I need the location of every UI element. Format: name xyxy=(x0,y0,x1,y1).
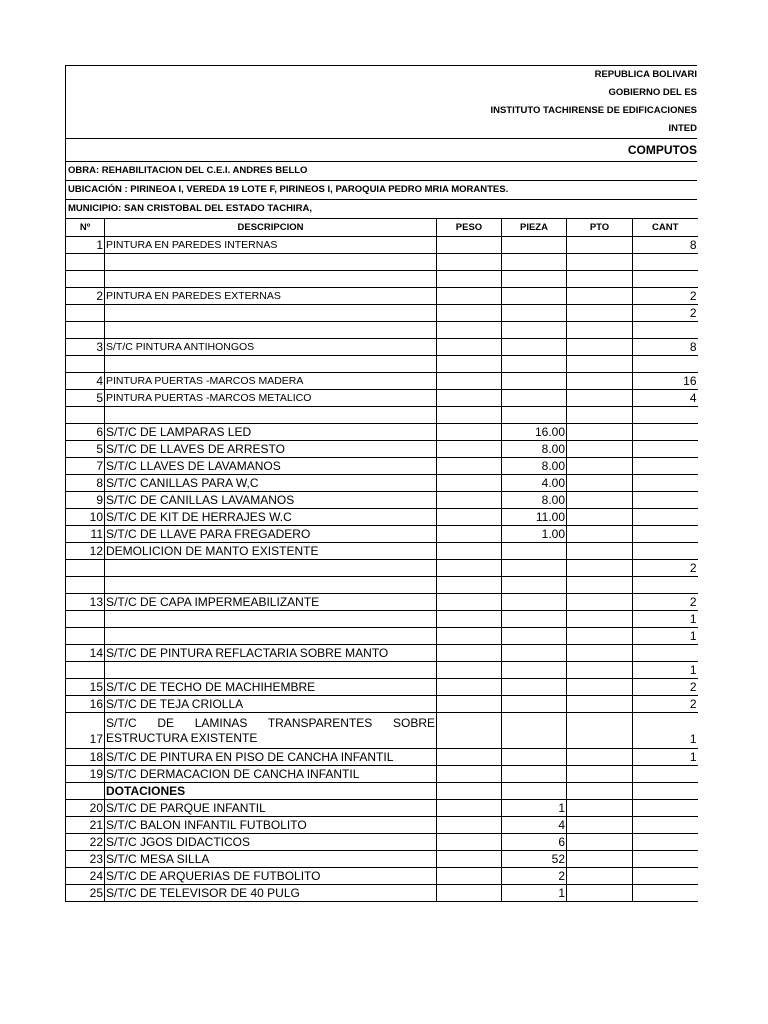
cell-pto[interactable] xyxy=(567,441,633,458)
cell-pieza[interactable] xyxy=(502,594,567,611)
cell-peso[interactable] xyxy=(437,679,502,696)
cell-descripcion[interactable] xyxy=(105,611,437,628)
cell-descripcion[interactable]: S/T/C DE KIT DE HERRAJES W.C xyxy=(105,509,437,526)
cell-peso[interactable] xyxy=(437,458,502,475)
cell-cant[interactable]: 16 xyxy=(633,373,698,390)
table-row xyxy=(66,492,698,509)
cell-peso[interactable] xyxy=(437,611,502,628)
cell-peso[interactable] xyxy=(437,288,502,305)
table-row xyxy=(66,237,698,254)
cell-pieza[interactable] xyxy=(502,628,567,645)
cell-peso[interactable] xyxy=(437,237,502,254)
cell-peso[interactable] xyxy=(437,766,502,783)
table-row xyxy=(66,475,698,492)
cell-pto[interactable] xyxy=(567,868,633,885)
cell-pieza[interactable] xyxy=(502,560,567,577)
cell-cant[interactable]: 2 xyxy=(633,594,698,611)
column-header-pto[interactable]: PTO xyxy=(567,219,633,237)
cell-descripcion[interactable] xyxy=(105,271,437,288)
cell-pto[interactable] xyxy=(567,390,633,407)
cell-pto[interactable] xyxy=(567,611,633,628)
cell-pieza[interactable]: 16.00 xyxy=(502,424,567,441)
cell-cant[interactable] xyxy=(633,356,698,373)
cell-descripcion[interactable] xyxy=(105,254,437,271)
cell-cant[interactable]: 8 xyxy=(633,339,698,356)
cell-pto[interactable] xyxy=(567,834,633,851)
cell-peso[interactable] xyxy=(437,339,502,356)
cell-pto[interactable] xyxy=(567,628,633,645)
cell-pieza[interactable]: 1 xyxy=(502,800,567,817)
table-row xyxy=(66,885,698,902)
cell-pto[interactable] xyxy=(567,339,633,356)
cell-cant[interactable]: 1 xyxy=(633,713,698,749)
cell-pto[interactable] xyxy=(567,679,633,696)
cell-peso[interactable] xyxy=(437,594,502,611)
cell-pieza[interactable]: 52 xyxy=(502,851,567,868)
cell-pto[interactable] xyxy=(567,645,633,662)
spreadsheet-sheet xyxy=(65,65,697,902)
cell-peso[interactable] xyxy=(437,441,502,458)
cell-pieza[interactable] xyxy=(502,577,567,594)
cell-descripcion[interactable]: S/T/C DERMACACION DE CANCHA INFANTIL xyxy=(105,766,437,783)
cell-cant[interactable] xyxy=(633,817,698,834)
cell-descripcion[interactable]: PINTURA EN PAREDES INTERNAS xyxy=(105,237,437,254)
cell-descripcion[interactable]: S/T/C BALON INFANTIL FUTBOLITO xyxy=(105,817,437,834)
cell-pieza[interactable]: 8.00 xyxy=(502,458,567,475)
table-row xyxy=(66,458,698,475)
cell-peso[interactable] xyxy=(437,509,502,526)
cell-pieza[interactable] xyxy=(502,288,567,305)
cell-descripcion[interactable] xyxy=(105,356,437,373)
cell-descripcion[interactable]: S/T/C MESA SILLA xyxy=(105,851,437,868)
table-row xyxy=(66,526,698,543)
cell-number[interactable]: 3 xyxy=(66,339,105,356)
cell-number[interactable] xyxy=(66,577,105,594)
cell-pieza[interactable] xyxy=(502,611,567,628)
cell-pto[interactable] xyxy=(567,543,633,560)
column-header-pieza[interactable]: PIEZA xyxy=(502,219,567,237)
cell-pto[interactable] xyxy=(567,271,633,288)
cell-number[interactable]: 18 xyxy=(66,749,105,766)
cell-descripcion[interactable]: PINTURA PUERTAS -MARCOS MADERA xyxy=(105,373,437,390)
cell-pto[interactable] xyxy=(567,696,633,713)
cell-pieza[interactable] xyxy=(502,783,567,800)
cell-peso[interactable] xyxy=(437,475,502,492)
cell-descripcion[interactable]: S/T/C DE TELEVISOR DE 40 PULG xyxy=(105,885,437,902)
cell-pieza[interactable] xyxy=(502,322,567,339)
cell-pieza[interactable]: 1.00 xyxy=(502,526,567,543)
cell-number[interactable]: 14 xyxy=(66,645,105,662)
cell-peso[interactable] xyxy=(437,271,502,288)
cell-peso[interactable] xyxy=(437,696,502,713)
cell-descripcion[interactable] xyxy=(105,560,437,577)
cell-pto[interactable] xyxy=(567,305,633,322)
cell-cant[interactable] xyxy=(633,322,698,339)
cell-peso[interactable] xyxy=(437,390,502,407)
header-line-inted: INTED xyxy=(668,123,697,134)
cell-descripcion[interactable]: S/T/C LLAVES DE LAVAMANOS xyxy=(105,458,437,475)
cell-number[interactable]: 5 xyxy=(66,441,105,458)
cell-number[interactable]: 1 xyxy=(66,237,105,254)
header-line-instituto: INSTITUTO TACHIRENSE DE EDIFICACIONES xyxy=(490,105,697,116)
cell-descripcion[interactable]: S/T/C DE CAPA IMPERMEABILIZANTE xyxy=(105,594,437,611)
cell-number[interactable]: 17 xyxy=(66,713,105,749)
table-row xyxy=(66,577,698,594)
cell-peso[interactable] xyxy=(437,868,502,885)
table-row xyxy=(66,800,698,817)
cell-pto[interactable] xyxy=(567,254,633,271)
cell-descripcion[interactable] xyxy=(105,407,437,424)
cell-pieza[interactable] xyxy=(502,407,567,424)
table-row xyxy=(66,509,698,526)
cell-descripcion[interactable]: S/T/C DE PARQUE INFANTIL xyxy=(105,800,437,817)
cell-number[interactable] xyxy=(66,271,105,288)
cell-pto[interactable] xyxy=(567,407,633,424)
table-row xyxy=(66,339,698,356)
table-row xyxy=(66,305,698,322)
cell-pieza[interactable] xyxy=(502,373,567,390)
cell-number[interactable] xyxy=(66,662,105,679)
cell-descripcion[interactable]: S/T/C DE CANILLAS LAVAMANOS xyxy=(105,492,437,509)
cell-peso[interactable] xyxy=(437,817,502,834)
cell-pto[interactable] xyxy=(567,783,633,800)
cell-peso[interactable] xyxy=(437,424,502,441)
table-row xyxy=(66,783,698,800)
table-row xyxy=(66,356,698,373)
info-municipio: MUNICIPIO: SAN CRISTOBAL DEL ESTADO TACHIRA, xyxy=(66,199,697,218)
cell-number[interactable] xyxy=(66,322,105,339)
cell-number[interactable] xyxy=(66,611,105,628)
table-row xyxy=(66,696,698,713)
cell-descripcion[interactable]: S/T/C DE TECHO DE MACHIHEMBRE xyxy=(105,679,437,696)
cell-pto[interactable] xyxy=(567,322,633,339)
cell-descripcion[interactable] xyxy=(105,628,437,645)
cell-number[interactable] xyxy=(66,560,105,577)
cell-pto[interactable] xyxy=(567,373,633,390)
cell-peso[interactable] xyxy=(437,356,502,373)
cell-cant[interactable] xyxy=(633,868,698,885)
cell-pieza[interactable]: 8.00 xyxy=(502,492,567,509)
cell-peso[interactable] xyxy=(437,713,502,749)
cell-cant[interactable]: 2 xyxy=(633,288,698,305)
cell-peso[interactable] xyxy=(437,305,502,322)
cell-number[interactable]: 25 xyxy=(66,885,105,902)
cell-cant[interactable]: 2 xyxy=(633,679,698,696)
cell-pto[interactable] xyxy=(567,851,633,868)
cell-descripcion[interactable]: S/T/C DE LLAVE PARA FREGADERO xyxy=(105,526,437,543)
cell-descripcion[interactable]: S/T/C DE ARQUERIAS DE FUTBOLITO xyxy=(105,868,437,885)
cell-descripcion[interactable] xyxy=(105,577,437,594)
table-body xyxy=(66,237,698,902)
cell-number[interactable]: 15 xyxy=(66,679,105,696)
cell-pieza[interactable] xyxy=(502,749,567,766)
cell-cant[interactable]: 2 xyxy=(633,696,698,713)
cell-pto[interactable] xyxy=(567,492,633,509)
cell-cant[interactable] xyxy=(633,271,698,288)
table-row xyxy=(66,373,698,390)
cell-cant[interactable] xyxy=(633,526,698,543)
cell-number[interactable]: 24 xyxy=(66,868,105,885)
cell-pieza[interactable] xyxy=(502,339,567,356)
cell-pto[interactable] xyxy=(567,817,633,834)
cell-descripcion[interactable]: S/T/C CANILLAS PARA W,C xyxy=(105,475,437,492)
column-header-n[interactable]: Nº xyxy=(66,219,105,237)
cell-descripcion[interactable]: S/T/C DE LAMPARAS LED xyxy=(105,424,437,441)
table-row xyxy=(66,868,698,885)
cell-descripcion[interactable] xyxy=(105,662,437,679)
cell-number[interactable]: 2 xyxy=(66,288,105,305)
header-line-republica: REPUBLICA BOLIVARI xyxy=(594,69,697,80)
cell-pto[interactable] xyxy=(567,288,633,305)
table-row xyxy=(66,407,698,424)
cell-pto[interactable] xyxy=(567,766,633,783)
column-header-cant[interactable]: CANT xyxy=(633,219,698,237)
cell-descripcion[interactable] xyxy=(105,305,437,322)
cell-cant[interactable] xyxy=(633,458,698,475)
cell-pto[interactable] xyxy=(567,475,633,492)
cell-pieza[interactable] xyxy=(502,679,567,696)
cell-pto[interactable] xyxy=(567,800,633,817)
computos-table xyxy=(65,218,698,902)
cell-cant[interactable] xyxy=(633,441,698,458)
cell-number[interactable]: 10 xyxy=(66,509,105,526)
cell-pieza[interactable]: 1 xyxy=(502,885,567,902)
cell-pieza[interactable]: 2 xyxy=(502,868,567,885)
cell-number[interactable] xyxy=(66,254,105,271)
cell-pieza[interactable] xyxy=(502,645,567,662)
table-row xyxy=(66,645,698,662)
cell-pieza[interactable] xyxy=(502,390,567,407)
cell-pto[interactable] xyxy=(567,662,633,679)
cell-cant[interactable] xyxy=(633,577,698,594)
cell-pto[interactable] xyxy=(567,713,633,749)
column-header-descripcion[interactable]: DESCRIPCION xyxy=(105,219,437,237)
table-row xyxy=(66,560,698,577)
cell-pieza[interactable] xyxy=(502,356,567,373)
info-obra: OBRA: REHABILITACION DEL C.E.I. ANDRES BELLO xyxy=(66,161,697,180)
cell-number[interactable]: 5 xyxy=(66,390,105,407)
cell-peso[interactable] xyxy=(437,851,502,868)
cell-number[interactable]: 11 xyxy=(66,526,105,543)
cell-peso[interactable] xyxy=(437,407,502,424)
cell-pto[interactable] xyxy=(567,356,633,373)
cell-cant[interactable] xyxy=(633,800,698,817)
cell-descripcion[interactable]: S/T/C DE LLAVES DE ARRESTO xyxy=(105,441,437,458)
cell-cant[interactable]: 4 xyxy=(633,390,698,407)
cell-peso[interactable] xyxy=(437,577,502,594)
cell-pieza[interactable]: 4.00 xyxy=(502,475,567,492)
cell-cant[interactable]: 2 xyxy=(633,305,698,322)
cell-cant[interactable]: 2 xyxy=(633,560,698,577)
table-row xyxy=(66,594,698,611)
cell-pto[interactable] xyxy=(567,237,633,254)
cell-number[interactable] xyxy=(66,356,105,373)
cell-peso[interactable] xyxy=(437,662,502,679)
cell-cant[interactable]: 1 xyxy=(633,611,698,628)
cell-number[interactable] xyxy=(66,407,105,424)
cell-pieza[interactable] xyxy=(502,766,567,783)
cell-pieza[interactable]: 8.00 xyxy=(502,441,567,458)
cell-peso[interactable] xyxy=(437,526,502,543)
cell-peso[interactable] xyxy=(437,749,502,766)
cell-peso[interactable] xyxy=(437,645,502,662)
table-row xyxy=(66,817,698,834)
cell-peso[interactable] xyxy=(437,628,502,645)
cell-descripcion[interactable]: S/T/C PINTURA ANTIHONGOS xyxy=(105,339,437,356)
cell-peso[interactable] xyxy=(437,543,502,560)
header-line-gobierno: GOBIERNO DEL ES xyxy=(608,87,697,98)
cell-peso[interactable] xyxy=(437,783,502,800)
cell-descripcion[interactable]: S/T/C JGOS DIDACTICOS xyxy=(105,834,437,851)
table-row xyxy=(66,662,698,679)
cell-cant[interactable]: 1 xyxy=(633,628,698,645)
table-row xyxy=(66,628,698,645)
cell-descripcion[interactable]: PINTURA EN PAREDES EXTERNAS xyxy=(105,288,437,305)
cell-number[interactable] xyxy=(66,305,105,322)
cell-cant[interactable]: 1 xyxy=(633,749,698,766)
table-row xyxy=(66,271,698,288)
table-header-row xyxy=(66,219,698,237)
cell-number[interactable] xyxy=(66,783,105,800)
cell-peso[interactable] xyxy=(437,560,502,577)
cell-descripcion[interactable]: PINTURA PUERTAS -MARCOS METALICO xyxy=(105,390,437,407)
cell-pto[interactable] xyxy=(567,458,633,475)
cell-pto[interactable] xyxy=(567,560,633,577)
table-row xyxy=(66,424,698,441)
table-row xyxy=(66,713,698,749)
cell-cant[interactable] xyxy=(633,783,698,800)
cell-pieza[interactable] xyxy=(502,543,567,560)
cell-number[interactable]: 20 xyxy=(66,800,105,817)
cell-pieza[interactable] xyxy=(502,713,567,749)
cell-number[interactable]: 7 xyxy=(66,458,105,475)
cell-descripcion[interactable]: S/T/C DE TEJA CRIOLLA xyxy=(105,696,437,713)
table-row xyxy=(66,679,698,696)
info-ubicacion: UBICACIÓN : PIRINEOA I, VEREDA 19 LOTE F, PIRINEOS I, PAROQUIA PEDRO MRIA MORANTES. xyxy=(66,180,697,199)
cell-peso[interactable] xyxy=(437,800,502,817)
cell-peso[interactable] xyxy=(437,492,502,509)
cell-number[interactable] xyxy=(66,628,105,645)
table-row xyxy=(66,766,698,783)
table-row xyxy=(66,390,698,407)
cell-descripcion[interactable]: DEMOLICION DE MANTO EXISTENTE xyxy=(105,543,437,560)
cell-cant[interactable]: 8 xyxy=(633,237,698,254)
cell-cant[interactable] xyxy=(633,543,698,560)
cell-cant[interactable] xyxy=(633,851,698,868)
cell-number[interactable]: 13 xyxy=(66,594,105,611)
cell-cant[interactable] xyxy=(633,475,698,492)
cell-cant[interactable] xyxy=(633,509,698,526)
cell-pieza[interactable] xyxy=(502,254,567,271)
table-row xyxy=(66,288,698,305)
document-header xyxy=(65,65,697,218)
cell-cant[interactable]: 1 xyxy=(633,662,698,679)
cell-number[interactable]: 22 xyxy=(66,834,105,851)
cell-cant[interactable] xyxy=(633,766,698,783)
cell-descripcion[interactable]: S/T/C DE PINTURA REFLACTARIA SOBRE MANTO xyxy=(105,645,437,662)
table-row xyxy=(66,611,698,628)
cell-number[interactable]: 23 xyxy=(66,851,105,868)
cell-peso[interactable] xyxy=(437,254,502,271)
cell-number[interactable]: 6 xyxy=(66,424,105,441)
cell-pto[interactable] xyxy=(567,749,633,766)
cell-number[interactable]: 21 xyxy=(66,817,105,834)
cell-cant[interactable] xyxy=(633,492,698,509)
cell-descripcion[interactable]: S/T/C DE LAMINAS TRANSPARENTES SOBRE ESTRUCTURA EXISTENTE xyxy=(105,713,437,749)
cell-pieza[interactable] xyxy=(502,662,567,679)
cell-number[interactable]: 8 xyxy=(66,475,105,492)
cell-cant[interactable] xyxy=(633,885,698,902)
cell-descripcion[interactable]: DOTACIONES xyxy=(105,783,437,800)
cell-descripcion[interactable]: S/T/C DE PINTURA EN PISO DE CANCHA INFANTIL xyxy=(105,749,437,766)
cell-number[interactable]: 4 xyxy=(66,373,105,390)
cell-pieza[interactable]: 6 xyxy=(502,834,567,851)
cell-peso[interactable] xyxy=(437,322,502,339)
cell-pto[interactable] xyxy=(567,526,633,543)
cell-pto[interactable] xyxy=(567,577,633,594)
header-title-computos: COMPUTOS xyxy=(66,138,697,161)
cell-number[interactable]: 19 xyxy=(66,766,105,783)
cell-pieza[interactable] xyxy=(502,305,567,322)
cell-peso[interactable] xyxy=(437,373,502,390)
cell-pieza[interactable]: 11.00 xyxy=(502,509,567,526)
table-row xyxy=(66,834,698,851)
cell-pto[interactable] xyxy=(567,594,633,611)
table-row xyxy=(66,851,698,868)
table-row xyxy=(66,543,698,560)
cell-pieza[interactable] xyxy=(502,271,567,288)
cell-peso[interactable] xyxy=(437,834,502,851)
cell-number[interactable]: 16 xyxy=(66,696,105,713)
cell-pto[interactable] xyxy=(567,885,633,902)
cell-number[interactable]: 9 xyxy=(66,492,105,509)
cell-peso[interactable] xyxy=(437,885,502,902)
cell-cant[interactable] xyxy=(633,424,698,441)
cell-descripcion[interactable] xyxy=(105,322,437,339)
cell-cant[interactable] xyxy=(633,645,698,662)
cell-pieza[interactable]: 4 xyxy=(502,817,567,834)
cell-cant[interactable] xyxy=(633,834,698,851)
table-row xyxy=(66,749,698,766)
cell-pto[interactable] xyxy=(567,424,633,441)
cell-cant[interactable] xyxy=(633,407,698,424)
table-row xyxy=(66,254,698,271)
cell-pieza[interactable] xyxy=(502,696,567,713)
table-row xyxy=(66,322,698,339)
cell-cant[interactable] xyxy=(633,254,698,271)
cell-pieza[interactable] xyxy=(502,237,567,254)
column-header-peso[interactable]: PESO xyxy=(437,219,502,237)
cell-pto[interactable] xyxy=(567,509,633,526)
cell-number[interactable]: 12 xyxy=(66,543,105,560)
table-row xyxy=(66,441,698,458)
